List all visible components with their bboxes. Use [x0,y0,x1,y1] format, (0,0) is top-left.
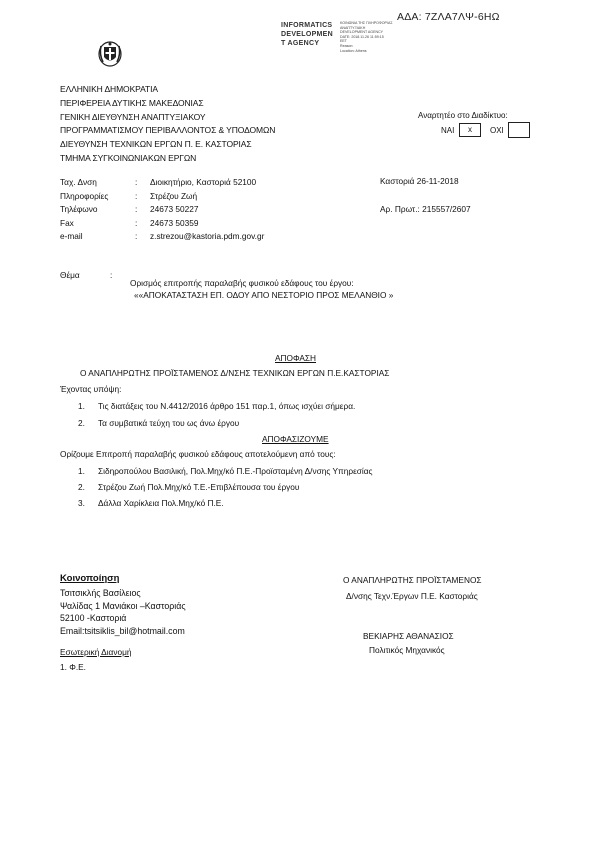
considering-num: 1. [78,401,85,411]
subject-line-2: ««ΑΠΟΚΑΤΑΣΤΑΣΗ ΕΠ. ΟΔΟΥ ΑΠΟ ΝΕΣΤΟΡΙΟ ΠΡΟΣ ΜΕΛΑΝΘΙΟ » [134,290,394,300]
decision-authority: Ο ΑΝΑΠΛΗΡΩΤΗΣ ΠΡΟΪΣΤΑΜΕΝΟΣ Δ/ΝΣΗΣ ΤΕΧΝΙΚΩΝ ΕΡΓΩΝ Π.Ε.ΚΑΣΤΟΡΙΑΣ [80,368,390,378]
signature-details [340,21,393,53]
contact-sep: : [135,177,138,187]
contact-label: e-mail [60,231,83,242]
member-item: Σιδηροπούλου Βασιλική, Πολ.Μηχ/κό Π.Ε.-Προϊσταμένη Δ/νσης Υπηρεσίας [98,466,373,476]
cc-block [60,587,186,637]
contact-sep: : [135,190,138,201]
contact-label: Τηλέφωνο [60,204,98,215]
subject-sep: : [110,270,113,280]
signature-detail-line: Location: Athens [340,48,367,53]
contact-email-link[interactable]: z.strezou@kastoria.pdm.gov.gr [150,231,265,242]
contact-value: 24673 50359 [150,217,199,228]
signature-role: Δ/νσης Τεχν.Έργων Π.Ε. Καστοριάς [346,591,478,601]
ada-code: ΑΔΑ: 7ΖΛΑ7ΛΨ-6ΗΩ [397,11,500,23]
subject-label: Θέμα [60,270,80,280]
considering-num: 2. [78,418,85,428]
internet-no-label: ΟΧΙ [490,126,504,135]
logo-line: INFORMATICS [281,22,333,29]
greek-emblem-icon [95,38,125,68]
internal-distribution-title: Εσωτερική Διανομή [60,647,132,657]
header-line: ΠΕΡΙΦΕΡΕΙΑ ΔΥΤΙΚΗΣ ΜΑΚΕΔΟΝΙΑΣ [60,97,204,108]
contact-sep: : [135,204,138,215]
header-line: ΔΙΕΥΘΥΝΣΗ ΤΕΧΝΙΚΩΝ ΕΡΓΩΝ Π. Ε. ΚΑΣΤΟΡΙΑΣ [60,139,252,150]
cc-line: Ψαλίδας 1 Μανιάκοι –Καστοριάς [60,600,186,611]
header-line: ΤΜΗΜΑ ΣΥΓΚΟΙΝΩΝΙΑΚΩΝ ΕΡΓΩΝ [60,152,197,163]
logo-line: T AGENCY [281,40,320,48]
logo-line: DEVELOPMEN [281,31,334,39]
internet-yes-label: ΝΑΙ [441,126,455,135]
subject-line-1: Ορισμός επιτροπής παραλαβής φυσικού εδάφους του έργου: [130,278,354,288]
contact-label: Ταχ. Δνση [60,177,97,187]
signature-detail-line: DATE: 2018.11.26 11:59:15 [340,34,384,39]
contact-label: Πληροφορίες [60,190,109,201]
contact-separators [135,176,137,244]
contact-label: Fax [60,217,74,228]
internet-posting-title: Αναρτητέο στο Διαδίκτυο: [418,111,508,120]
cc-line: 52100 -Καστοριά [60,613,127,624]
protocol-number: Αρ. Πρωτ.: 215557/2607 [380,204,471,214]
contact-value: Στρέζου Ζωή [150,190,198,201]
considering-item: Τις διατάξεις του Ν.4412/2016 άρθρο 151 παρ.1, όπως ισχύει σήμερα. [98,401,356,411]
signatory-qualification: Πολιτικός Μηχανικός [369,645,445,655]
header-line: ΕΛΛΗΝΙΚΗ ΔΗΜΟΚΡΑΤΙΑ [60,84,158,94]
signature-detail-line: Reason: [340,43,354,48]
member-num: 1. [78,466,85,476]
decide-intro: Ορίζουμε Επιτροπή παραλαβής φυσικού εδάφους αποτελούμενη από τους: [60,449,336,459]
internet-no-checkbox[interactable] [508,122,530,138]
decision-title: ΑΠΟΦΑΣΗ [275,353,317,363]
member-item: Στρέζου Ζωή Πολ.Μηχ/κό Τ.Ε.-Επιβλέπουσα του έργου [98,482,300,492]
signature-detail-line: DEVELOPMENT AGENCY [340,30,384,35]
signature-detail-line: ΑΝΑΠΤΥΞΙΑΚΗ [340,25,366,30]
internal-distribution-item: 1. Φ.Ε. [60,662,86,672]
contact-sep: : [135,217,138,228]
member-item: Δάλλα Χαρίκλεια Πολ.Μηχ/κό Π.Ε. [98,498,224,508]
cc-email-link[interactable]: Email:tsitsiklis_bil@hotmail.com [60,625,185,636]
contact-sep: : [135,231,138,242]
cc-line: Τσιτσικλής Βασίλειος [60,588,141,598]
contact-value: Διοικητήριο, Καστοριά 52100 [150,177,257,187]
signature-title: Ο ΑΝΑΠΛΗΡΩΤΗΣ ΠΡΟΪΣΤΑΜΕΝΟΣ [343,575,482,585]
decide-title: ΑΠΟΦΑΣΙΖΟΥΜΕ [262,434,329,444]
considering-item: Τα συμβατικά τεύχη του ως άνω έργου [98,418,240,428]
signature-detail-line: ΚΟΙΝΩΝΙΑ ΤΗΣ ΠΛΗΡΟΦΟΡΙΑΣ [340,21,393,25]
cc-title: Κοινοποίηση [60,573,120,584]
member-num: 2. [78,482,85,492]
signatory-name: ΒΕΚΙΑΡΗΣ ΑΘΑΝΑΣΙΟΣ [363,631,454,641]
signature-detail-line: EET [340,39,347,44]
contact-labels [60,176,108,244]
header-line: ΓΕΝΙΚΗ ΔΙΕΥΘΥΝΣΗ ΑΝΑΠΤΥΞΙΑΚΟΥ [60,111,206,122]
header-line: ΠΡΟΓΡΑΜΜΑΤΙΣΜΟΥ ΠΕΡΙΒΑΛΛΟΝΤΟΣ & ΥΠΟΔΟΜΩΝ [60,125,276,136]
member-num: 3. [78,498,85,508]
contact-value: 24673 50227 [150,204,199,215]
considering-heading: Έχοντας υπόψη: [60,384,122,394]
signature-logo-text [281,21,333,48]
issuer-header [60,83,275,166]
contact-values [150,176,264,244]
internet-yes-checkbox[interactable]: x [459,123,481,137]
document-date: Καστοριά 26-11-2018 [380,176,459,186]
